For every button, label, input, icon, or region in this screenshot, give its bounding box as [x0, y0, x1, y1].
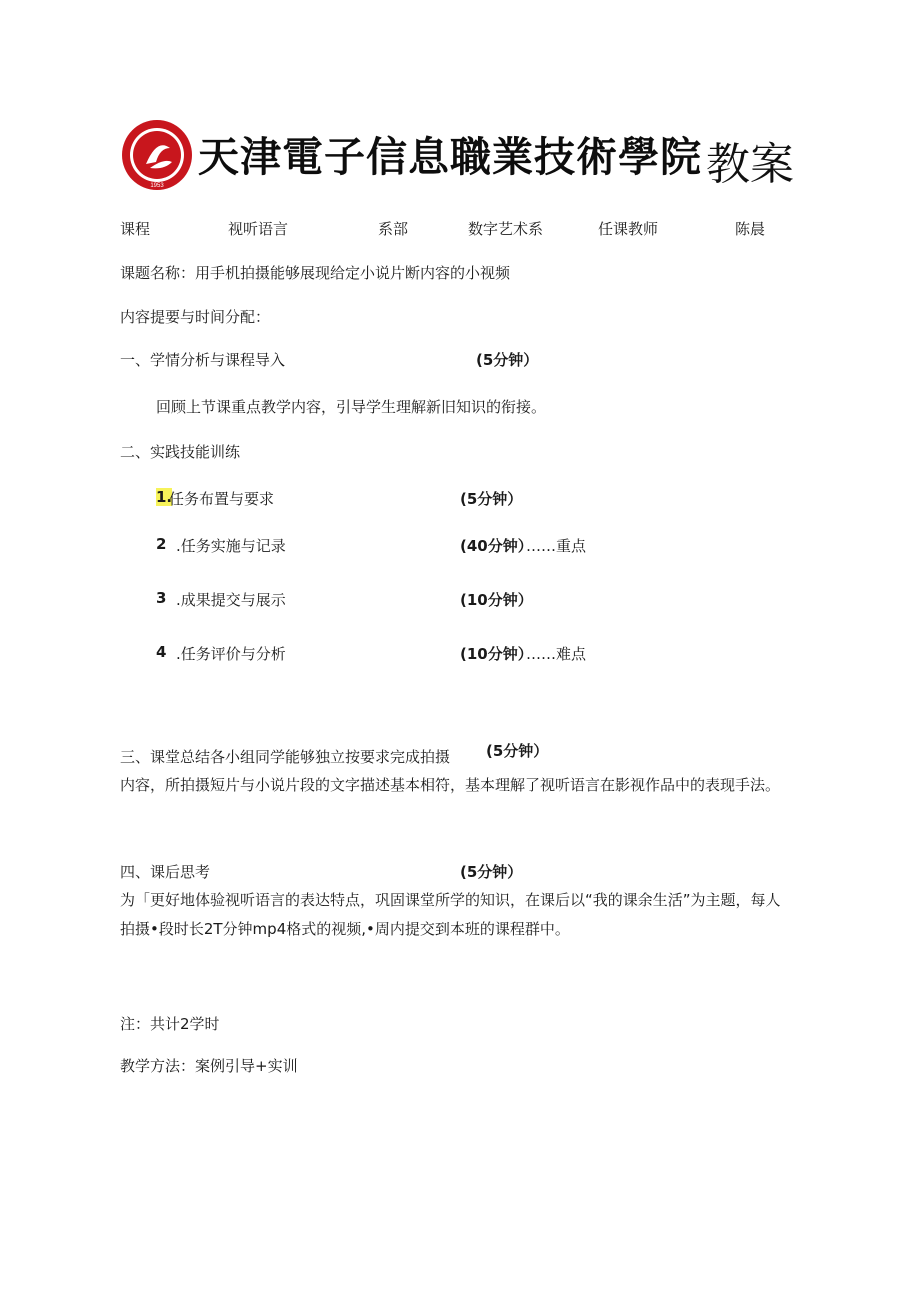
course-label: 课程 — [120, 220, 151, 238]
task4-note: ……难点 — [526, 645, 587, 663]
section3-body: 内容，所拍摄短片与小说片段的文字描述基本相符，基本理解了视听语言在影视作品中的表现手法。 — [120, 776, 781, 794]
task4-number: 4 — [156, 643, 167, 661]
section1-title: 一、学情分析与课程导入 — [120, 351, 286, 369]
task3-number: 3 — [156, 589, 167, 607]
section4-body-line2: 拍摄•段时长2T分钟mp4格式的视频,•周内提交到本班的课程群中。 — [120, 920, 570, 938]
task1-number: 1. — [156, 488, 173, 506]
document-type-title: 教案 — [706, 139, 794, 190]
school-name: 天津電子信息職業技術學院 — [198, 133, 702, 181]
task2-name: .任务实施与记录 — [176, 537, 286, 555]
task1-name: 任务布置与要求 — [169, 490, 275, 508]
task3-time: (10分钟） — [460, 591, 533, 609]
section3-time: (5分钟） — [486, 742, 549, 760]
task4-name: .任务评价与分析 — [176, 645, 286, 663]
department-value: 数字艺术系 — [468, 220, 544, 238]
teacher-value: 陈晨 — [735, 220, 766, 238]
outline-title: 内容提要与时间分配： — [120, 308, 271, 326]
task2-note: ……重点 — [526, 537, 587, 555]
section4-body-line1: 为「更好地体验视听语言的表达特点，巩固课堂所学的知识，在课后以“我的课余生活”为主题，每人 — [120, 891, 781, 909]
task3-name: .成果提交与展示 — [176, 591, 286, 609]
lesson-topic: 课题名称：用手机拍摄能够展现给定小说片断内容的小视频 — [120, 264, 511, 282]
task2-time: (40分钟） — [460, 537, 533, 555]
college-logo-icon — [120, 118, 194, 192]
section4-title: 四、课后思考 — [120, 863, 211, 881]
section4-time: (5分钟） — [460, 863, 523, 881]
teaching-method: 教学方法：案例引导+实训 — [120, 1057, 298, 1075]
section2-title: 二、实践技能训练 — [120, 443, 241, 461]
section3-title: 三、课堂总结各小组同学能够独立按要求完成拍摄 — [120, 748, 451, 766]
section1-time: (5分钟） — [476, 351, 539, 369]
section1-body: 回顾上节课重点教学内容，引导学生理解新旧知识的衔接。 — [156, 398, 547, 416]
task1-time: (5分钟） — [460, 490, 523, 508]
task2-number: 2 — [156, 535, 167, 553]
task4-time: (10分钟） — [460, 645, 533, 663]
course-value: 视听语言 — [228, 220, 289, 238]
logo-year: 1953 — [150, 183, 164, 189]
teacher-label: 任课教师 — [598, 220, 659, 238]
credit-hours-note: 注：共计2学时 — [120, 1015, 220, 1033]
department-label: 系部 — [378, 220, 409, 238]
